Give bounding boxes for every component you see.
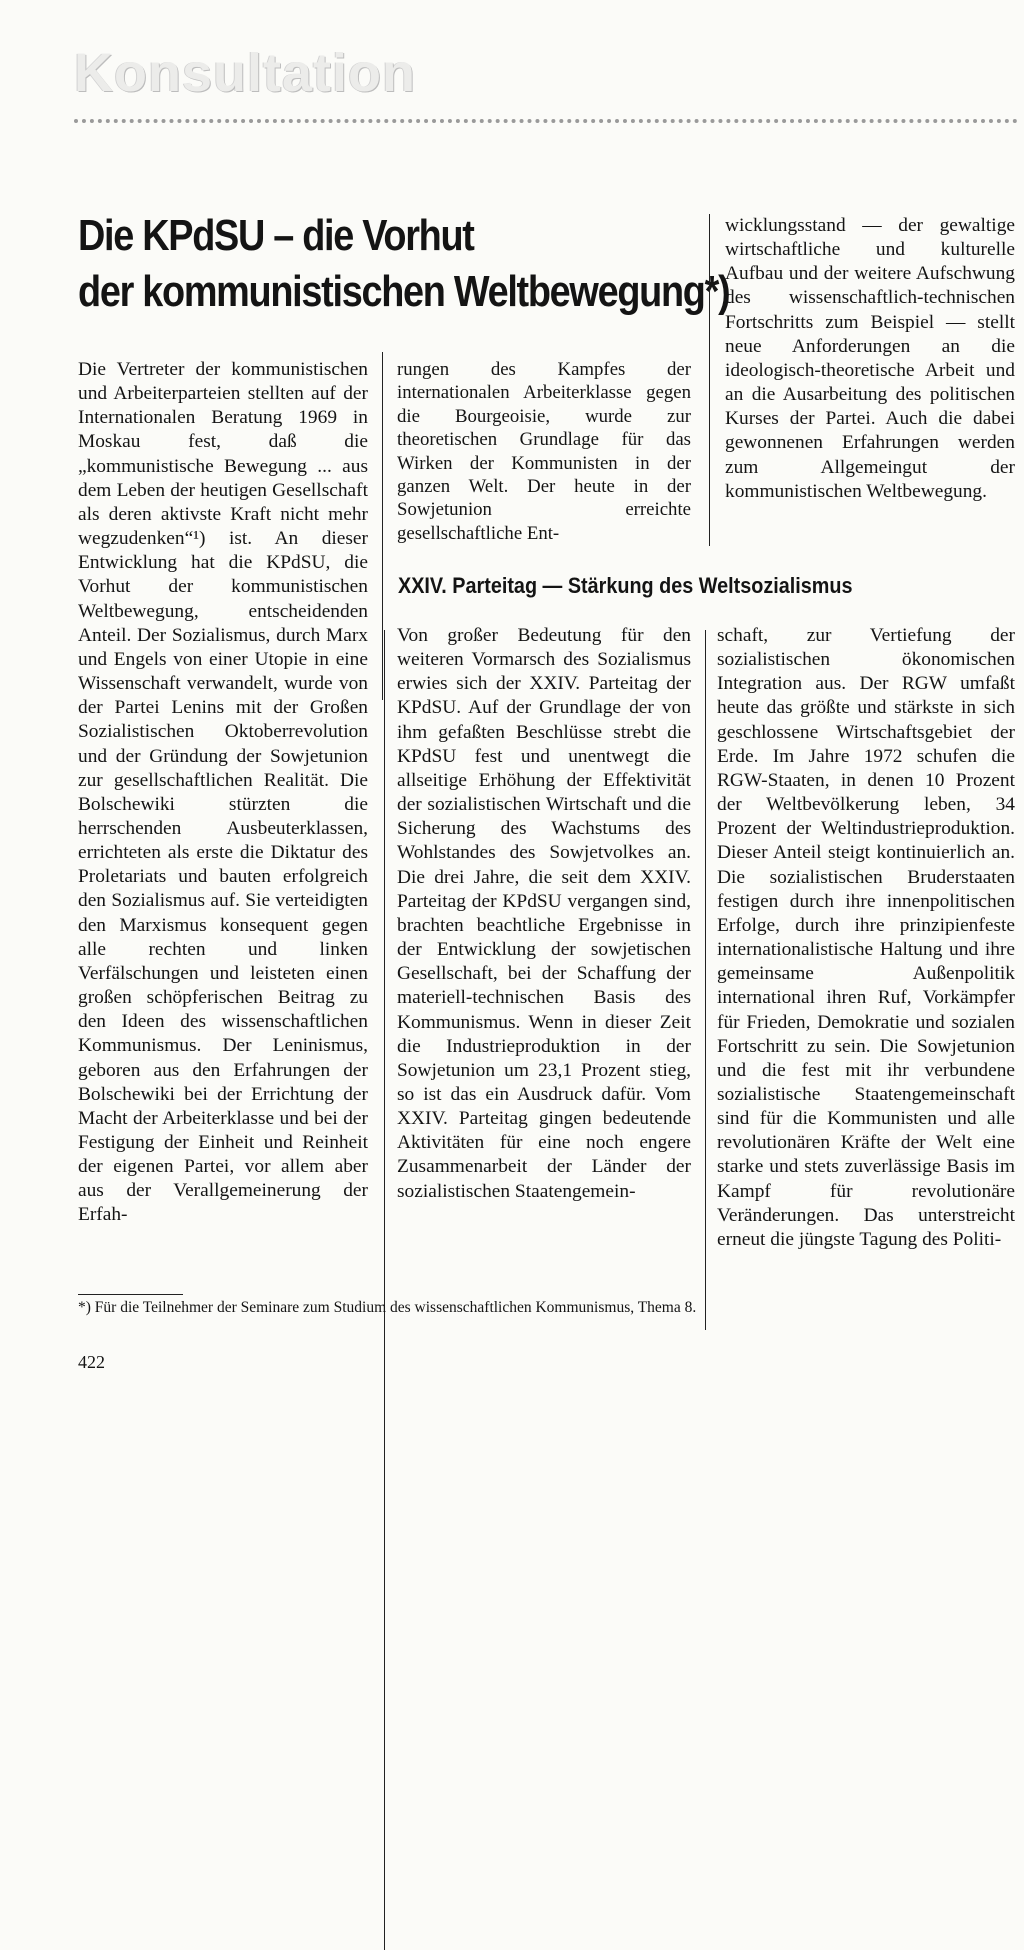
section-divider bbox=[74, 119, 1018, 123]
body-column-1 bbox=[78, 358, 368, 1228]
body-text: rungen des Kampfes der internationalen Arbeiterklasse gegen die Bourgeoisie, wurde zur theoretischen Grundlage für das Wirken der Kommunisten in der ganzen Welt. Der heute in der Sowjetunion erreichte gesellschaftliche Ent- bbox=[397, 359, 691, 544]
column-divider bbox=[705, 630, 706, 1330]
body-text: Die Vertreter der kommunistischen und Arbeiterparteien stellten auf der Internationalen Beratung 1969 in Moskau fest, daß die „kommunistische Bewegung ... aus dem Leben der heutigen Gesellschaft als deren aktivste Kraft nicht mehr wegzudenken“¹) ist. An dieser Entwicklung hat die KPdSU, die Vorhut der kommunistischen Weltbewegung, entscheidenden Anteil. Der Sozialismus, durch Marx und Engels von einer Utopie in eine Wissenschaft verwandelt, wurde von der Partei Lenins mit der Großen Sozialistischen Oktoberrevolution und der Gründung der Sowjetunion zur gesellschaftlichen Realität. Die Bolschewiki stürzten die herrschenden Ausbeuterklassen, errichteten als erste die Diktatur des Proletariats und bauten erfolgreich den Sozialismus auf. Sie verteidigten den Marxismus konsequent gegen alle rechten und linken Verfälschungen und leisteten einen großen schöpferischen Beitrag zu den Ideen des wissenschaftlichen Kommunismus. Der Leninismus, geboren aus den Erfahrungen der Bolschewiki bei der Errichtung der Macht der Arbeiterklasse und bei der Festigung der Einheit und Reinheit der eigenen Partei, vor allem aber aus der Verallgemeinerung der Erfah- bbox=[78, 359, 368, 1226]
article-headline bbox=[78, 208, 730, 320]
headline-line-2: der kommunistischen Weltbewegung*) bbox=[78, 267, 730, 316]
section-subheading: XXIV. Parteitag — Stärkung des Weltsozialismus bbox=[398, 573, 853, 598]
body-column-5 bbox=[717, 624, 1015, 1252]
section-label: Konsultation bbox=[74, 43, 416, 103]
body-column-4 bbox=[397, 624, 691, 1204]
headline-line-1: Die KPdSU – die Vorhut bbox=[78, 211, 474, 260]
body-column-3 bbox=[725, 214, 1015, 504]
footnote-divider bbox=[78, 1294, 183, 1295]
column-divider bbox=[382, 352, 383, 700]
page-number: 422 bbox=[78, 1352, 105, 1372]
footnote: *) Für die Teilnehmer der Seminare zum Studium des wissenschaftlichen Kommunismus, Thema 8. bbox=[78, 1299, 697, 1316]
body-text: Von großer Bedeutung für den weiteren Vormarsch des Sozialismus erwies sich der XXIV. Parteitag der KPdSU. Auf der Grundlage der von ihm gefaßten Beschlüsse strebt die KPdSU fest und unentwegt die allseitige Erhöhung der Effektivität der sozialistischen Wirtschaft und die Sicherung des Wachstums des Wohlstandes des Sowjetvolkes an. Die drei Jahre, die seit dem XXIV. Parteitag der KPdSU vergangen sind, brachten beachtliche Ergebnisse in der Entwicklung der sowjetischen Gesellschaft, bei der Schaffung der materiell-technischen Basis des Kommunismus. Wenn in dieser Zeit die Industrieproduktion in der Sowjetunion um 23,1 Prozent stieg, so ist das ein Ausdruck dafür. Vom XXIV. Parteitag gingen bedeutende Aktivitäten für eine noch engere Zusammenarbeit der Länder der sozialistischen Staatengemein- bbox=[397, 625, 691, 1202]
body-text: wicklungsstand — der gewaltige wirtschaftliche und kulturelle Aufbau und der weitere Aufschwung des wissenschaftlich-technischen Fortschritts zum Beispiel — stellt neue Anforderungen an die ideologisch-theoretische Arbeit und an die Ausarbeitung des politischen Kurses der Partei. Auch die dabei gewonnenen Erfahrungen werden zum Allgemeingut der kommunistischen Weltbewegung. bbox=[725, 215, 1015, 502]
body-column-2 bbox=[397, 358, 691, 545]
column-divider bbox=[384, 630, 385, 1950]
body-text: schaft, zur Vertiefung der sozialistischen ökonomischen Integration aus. Der RGW umfaßt heute das größte und stärkste in sich geschlossene Wirtschaftsgebiet der Erde. Im Jahre 1972 schufen die RGW-Staaten, in denen 10 Prozent der Weltbevölkerung leben, 34 Prozent der Weltindustrieproduktion. Dieser Anteil steigt kontinuierlich an. Die sozialistischen Bruderstaaten festigen durch ihre innenpolitischen Erfolge, durch ihre prinzipienfeste internationalistische Haltung und ihre gemeinsame Außenpolitik international ihren Ruf, Vorkämpfer für Frieden, Demokratie und sozialen Fortschritt zu sein. Die Sowjetunion und die fest mit ihr verbundene sozialistische Staatengemeinschaft sind für die Kommunisten und alle revolutionären Kräfte der Welt eine starke und stets zuverlässige Basis im Kampf für revolutionäre Veränderungen. Das unterstreicht erneut die jüngste Tagung des Politi- bbox=[717, 625, 1015, 1250]
column-divider bbox=[709, 214, 710, 546]
